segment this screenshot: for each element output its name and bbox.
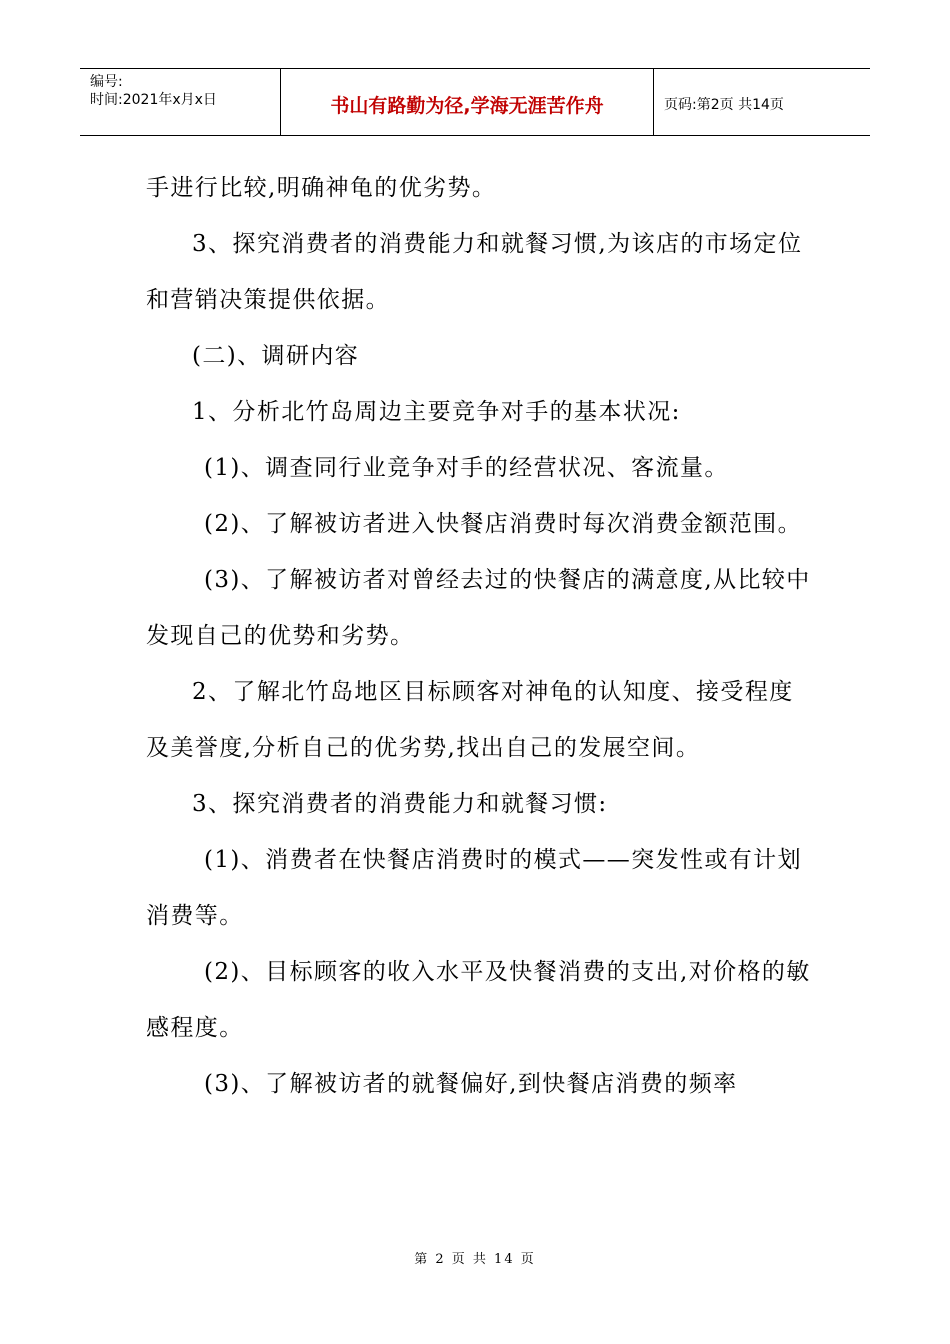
paragraph: 2、了解北竹岛地区目标顾客对神龟的认知度、接受程度及美誉度,分析自己的优劣势,找出自己的发展空间。 [146,679,794,761]
paragraph: (3)、了解被访者的就餐偏好,到快餐店消费的频率 [204,1071,738,1097]
paragraph: (2)、目标顾客的收入水平及快餐消费的支出,对价格的敏感程度。 [146,959,811,1041]
header-meta [80,69,281,135]
paragraph: 1、分析北竹岛周边主要竞争对手的基本状况: [192,399,681,425]
paragraph: 3、探究消费者的消费能力和就餐习惯,为该店的市场定位和营销决策提供依据。 [146,231,803,313]
section-heading: (二)、调研内容 [192,343,360,369]
number-label: 编号: [90,74,123,90]
time-label: 时间:2021年x月x日 [90,92,217,108]
page-footer: 第 2 页 共 14 页 [414,1252,536,1267]
page-header [80,68,870,136]
paragraph: 手进行比较,明确神龟的优劣势。 [146,175,497,201]
paragraph: (3)、了解被访者对曾经去过的快餐店的满意度,从比较中发现自己的优势和劣势。 [146,567,811,649]
paragraph: (1)、消费者在快餐店消费时的模式——突发性或有计划消费等。 [146,847,802,929]
document-body [146,160,814,1112]
paragraph: (2)、了解被访者进入快餐店消费时每次消费金额范围。 [204,511,802,537]
header-motto: 书山有路勤为径,学海无涯苦作舟 [281,69,654,135]
paragraph: (1)、调查同行业竞争对手的经营状况、客流量。 [204,455,729,481]
header-page-code: 页码:第2页 共14页 [664,97,784,113]
paragraph: 3、探究消费者的消费能力和就餐习惯: [192,791,608,817]
